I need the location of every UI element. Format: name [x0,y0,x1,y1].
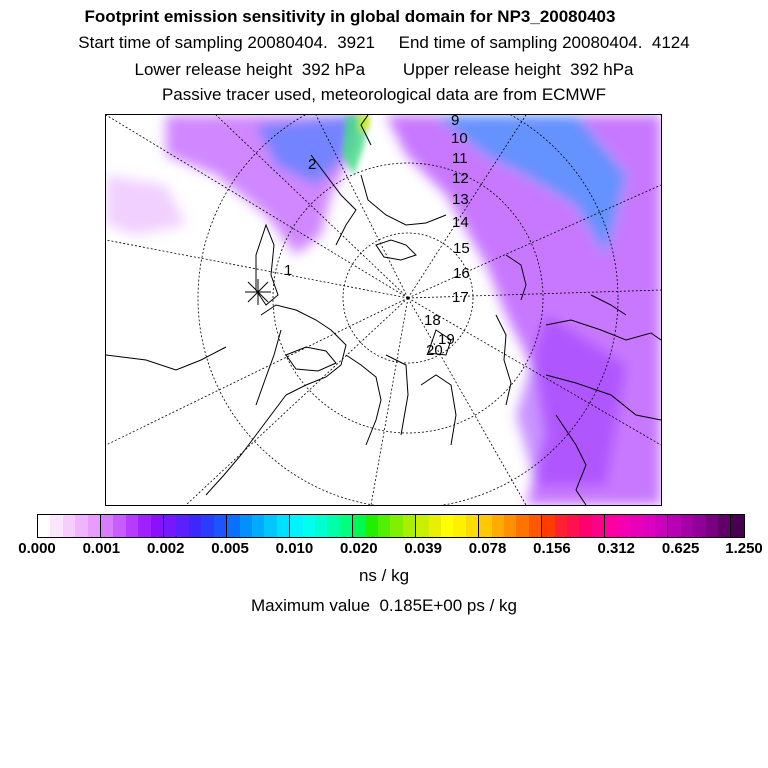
colorbar-segment [252,515,264,537]
colorbar-tick-label: 0.010 [275,540,314,557]
colorbar-segment [352,515,365,537]
colorbar-segment [541,515,554,537]
colorbar-tick-label: 1.250 [725,540,763,557]
colorbar-segment [201,515,213,537]
colorbar-segment [327,515,339,537]
colorbar-segment [264,515,276,537]
trajectory-label: 16 [453,265,470,282]
tracer-info-line: Passive tracer used, meteorological data are from ECMWF [161,85,607,104]
colorbar-segment [50,515,62,537]
colorbar-tick-label: 0.020 [340,540,378,557]
trajectory-label: 15 [453,240,470,257]
colorbar-units: ns / kg [358,566,410,585]
colorbar-segment [655,515,667,537]
colorbar-segment [453,515,465,537]
colorbar-segment [630,515,642,537]
trajectory-label: 14 [452,214,469,231]
colorbar-segment [176,515,188,537]
colorbar-segment [277,515,289,537]
map-canvas [106,115,661,505]
colorbar-segment [226,515,239,537]
colorbar-segment [390,515,402,537]
trajectory-label: 2 [308,156,317,173]
colorbar-segment [240,515,252,537]
colorbar-segment [579,515,591,537]
colorbar-segment [289,515,302,537]
colorbar-segment [113,515,125,537]
colorbar-segment [429,515,441,537]
trajectory-label: 12 [452,170,469,187]
colorbar-segment [214,515,226,537]
colorbar-tick-label: 0.625 [661,540,700,557]
colorbar-segment [189,515,201,537]
colorbar-segment [126,515,138,537]
colorbar-segment [75,515,87,537]
colorbar-segment [706,515,718,537]
colorbar-segment [567,515,579,537]
colorbar-segment [163,515,176,537]
trajectory-label: 1 [284,262,293,279]
colorbar-segment [492,515,504,537]
release-height-line: Lower release height 392 hPa Upper release height 392 hPa [134,60,634,79]
colorbar-segment [340,515,352,537]
colorbar-segment [38,515,50,537]
trajectory-label: 20 [426,342,443,359]
colorbar-segment [151,515,163,537]
colorbar-segment [466,515,478,537]
colorbar-segment [403,515,415,537]
colorbar-tick-label: 0.078 [468,540,507,557]
colorbar-segment [88,515,100,537]
trajectory-label: 18 [424,312,441,329]
colorbar-segment [478,515,491,537]
trajectory-label: 9 [451,115,460,129]
colorbar-segment [592,515,604,537]
colorbar-segment [63,515,75,537]
trajectory-label: 19 [438,331,455,348]
trajectory-label: 11 [452,150,468,167]
colorbar-segment [303,515,315,537]
colorbar-segment [730,515,743,537]
colorbar-tick-label: 0.001 [82,540,121,557]
colorbar-segment [693,515,705,537]
colorbar-segment [718,515,730,537]
colorbar-tick-label: 0.000 [18,540,56,557]
colorbar-tick-label: 0.039 [404,540,442,557]
maximum-value-label: Maximum value 0.185E+00 ps / kg [251,596,517,615]
colorbar-segment [100,515,113,537]
colorbar-segment [643,515,655,537]
sampling-time-line: Start time of sampling 20080404. 3921 End time of sampling 20080404. 4124 [78,33,690,52]
colorbar-segment [138,515,150,537]
colorbar-segment [604,515,617,537]
colorbar-tick-label: 0.312 [597,540,636,557]
colorbar-segment [441,515,453,537]
colorbar-segment [681,515,693,537]
colorbar-segment [378,515,390,537]
colorbar-segment [667,515,680,537]
colorbar-segment [555,515,567,537]
colorbar-segment [516,515,528,537]
colorbar-tick-label: 0.005 [211,540,249,557]
colorbar-segment [315,515,327,537]
colorbar-segment [366,515,378,537]
plot-title: Footprint emission sensitivity in global domain for NP3_20080403 [84,7,616,26]
sensitivity-plume [106,115,661,505]
release-site-marker [245,279,271,305]
trajectory-label: 17 [452,289,469,306]
trajectory-label: 13 [452,191,469,208]
colorbar [37,514,745,538]
colorbar-tick-label: 0.002 [146,540,185,557]
colorbar-segment [618,515,630,537]
colorbar-segment [529,515,541,537]
colorbar-tick-label: 0.156 [533,540,571,557]
colorbar-segment [504,515,516,537]
colorbar-segment [415,515,428,537]
trajectory-label: 10 [451,130,468,147]
polar-map-panel [105,114,662,506]
